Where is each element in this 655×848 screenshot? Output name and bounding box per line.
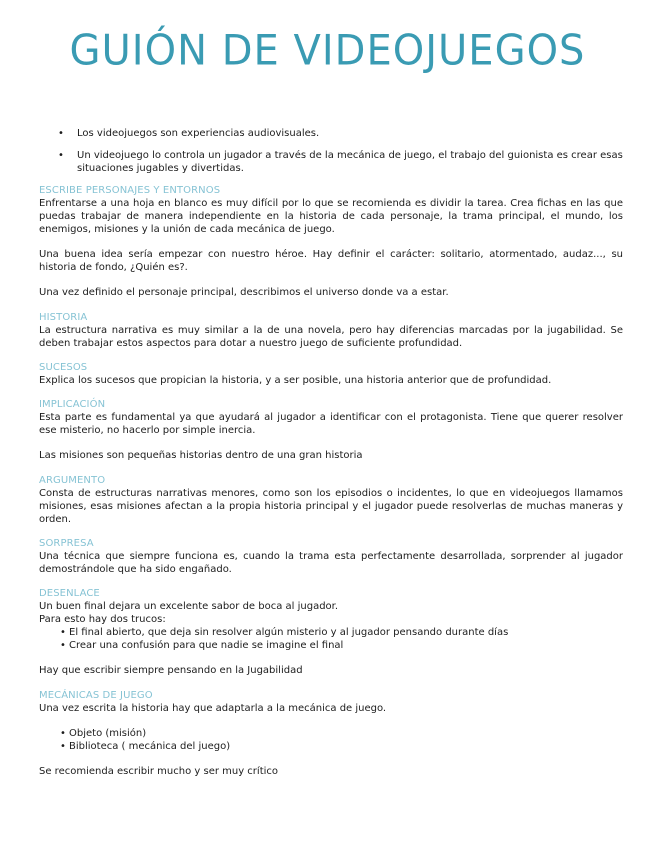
list-item: • Biblioteca ( mecánica del juego) xyxy=(60,740,623,753)
list-item: • Objeto (misión) xyxy=(60,727,623,740)
section-heading-argumento: ARGUMENTO xyxy=(39,475,106,486)
section-heading-personajes: ESCRIBE PERSONAJES Y ENTORNOS xyxy=(39,185,221,196)
mecanicas-list xyxy=(39,727,623,753)
paragraph: Una vez definido el personaje principal, describimos el universo donde va a estar. xyxy=(39,287,449,298)
intro-bullet: • Un videojuego lo controla un jugador a través de la mecánica de juego, el trabajo del guionista es crear esas situaciones jugables y divertidas. xyxy=(58,149,623,175)
paragraph: Enfrentarse a una hoja en blanco es muy difícil por lo que se recomienda es dividir la tarea. Crea fichas en las que puedas trabajar de manera independiente en la historia de cada personaje, la trama principal, el mundo, los enemigos, misiones y la unión de cada mecánica de juego. xyxy=(39,198,623,235)
section-heading-implicacion: IMPLICACIÓN xyxy=(39,399,106,410)
list-item: • El final abierto, que deja sin resolver algún misterio y al jugador pensando durante días xyxy=(60,626,623,639)
paragraph: Para esto hay dos trucos: xyxy=(39,614,166,625)
section-heading-sorpresa: SORPRESA xyxy=(39,538,94,549)
paragraph: Explica los sucesos que propician la historia, y a ser posible, una historia anterior que de profundidad. xyxy=(39,375,552,386)
paragraph: Consta de estructuras narrativas menores, como son los episodios o incidentes, lo que en videojuegos llamamos misiones, esas misiones afectan a la propia historia principal y el jugador puede resolverlas de muchas maneras y orden. xyxy=(39,488,623,525)
section-heading-mecanicas: MECÁNICAS DE JUEGO xyxy=(39,690,153,701)
paragraph: Una buena idea sería empezar con nuestro héroe. Hay definir el carácter: solitario, atormentado, audaz..., su historia de fondo, ¿Quién es?. xyxy=(39,249,623,273)
section-heading-historia: HISTORIA xyxy=(39,312,88,323)
paragraph: Las misiones son pequeñas historias dentro de una gran historia xyxy=(39,450,363,461)
paragraph: Se recomienda escribir mucho y ser muy crítico xyxy=(39,766,279,777)
section-heading-desenlace: DESENLACE xyxy=(39,588,100,599)
paragraph: Hay que escribir siempre pensando en la Jugabilidad xyxy=(39,665,303,676)
document-body xyxy=(39,127,623,778)
paragraph: Una vez escrita la historia hay que adaptarla a la mecánica de juego. xyxy=(39,703,387,714)
paragraph: Una técnica que siempre funciona es, cuando la trama esta perfectamente desarrollada, sorprender al jugador demostrándole que ha sido engañado. xyxy=(39,551,623,575)
intro-list xyxy=(39,127,623,175)
section-heading-sucesos: SUCESOS xyxy=(39,362,88,373)
list-item: • Crear una confusión para que nadie se imagine el final xyxy=(60,639,623,652)
paragraph: La estructura narrativa es muy similar a la de una novela, pero hay diferencias marcadas por la jugabilidad. Se deben trabajar estos aspectos para dotar a nuestro juego de suficiente profundidad. xyxy=(39,325,623,349)
intro-bullet: • Los videojuegos son experiencias audiovisuales. xyxy=(58,127,623,140)
desenlace-list xyxy=(39,626,623,652)
paragraph: Esta parte es fundamental ya que ayudará al jugador a identificar con el protagonista. Tiene que querer resolver ese misterio, no hacerlo por simple inercia. xyxy=(39,412,623,436)
paragraph: Un buen final dejara un excelente sabor de boca al jugador. xyxy=(39,601,339,612)
page-title: GUIÓN DE VIDEOJUEGOS xyxy=(69,26,586,76)
